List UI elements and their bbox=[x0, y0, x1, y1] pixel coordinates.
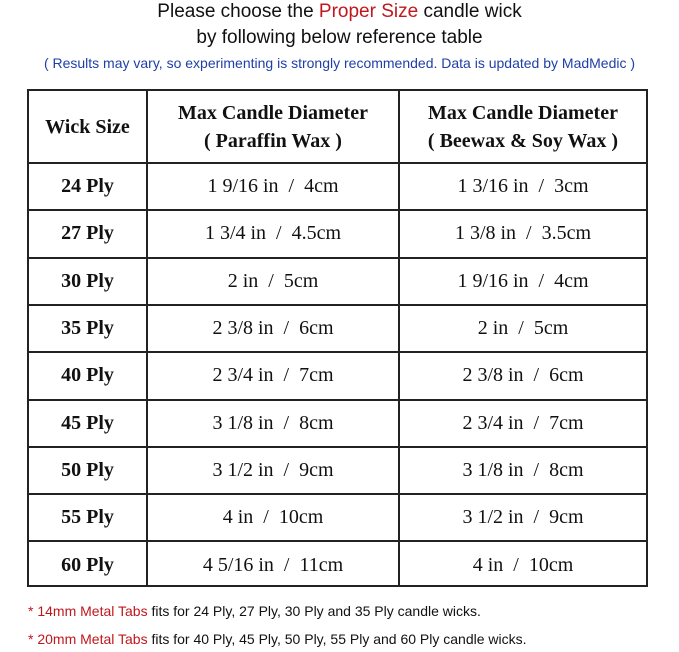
wick-size-table bbox=[27, 89, 648, 587]
row-divider bbox=[29, 351, 646, 353]
row-divider bbox=[29, 540, 646, 542]
header-label: Max Candle Diameter bbox=[178, 101, 368, 124]
paraffin-diameter-cell: 2 3/8 in / 6cm bbox=[212, 317, 334, 340]
row-divider bbox=[29, 304, 646, 306]
wick-size-cell: 30 Ply bbox=[61, 269, 114, 292]
soy-diameter-cell: 1 9/16 in / 4cm bbox=[457, 269, 589, 292]
wick-size-cell: 24 Ply bbox=[61, 175, 114, 198]
wick-size-cell: 27 Ply bbox=[61, 222, 114, 245]
header-sublabel: ( Paraffin Wax ) bbox=[204, 129, 342, 152]
soy-diameter-cell: 1 3/8 in / 3.5cm bbox=[454, 222, 592, 245]
row-divider bbox=[29, 209, 646, 211]
wick-size-cell: 40 Ply bbox=[61, 364, 114, 387]
title-prefix: Please choose the bbox=[157, 1, 319, 22]
row-divider bbox=[29, 257, 646, 259]
paraffin-diameter-cell: 3 1/2 in / 9cm bbox=[212, 458, 334, 481]
row-divider bbox=[29, 446, 646, 448]
row-divider bbox=[29, 162, 646, 164]
footnote-emphasis: 14mm Metal Tabs bbox=[37, 603, 148, 619]
soy-diameter-cell: 2 in / 5cm bbox=[477, 317, 569, 340]
wick-size-cell: 55 Ply bbox=[61, 506, 114, 529]
header-label: Wick Size bbox=[45, 115, 130, 138]
page-title bbox=[0, 0, 679, 24]
wick-size-cell: 60 Ply bbox=[61, 553, 114, 576]
disclaimer-note: ( Results may vary, so experimenting is strongly recommended. Data is updated by MadMedic ) bbox=[43, 55, 636, 71]
paraffin-diameter-cell: 3 1/8 in / 8cm bbox=[212, 411, 334, 434]
footnote-emphasis: 20mm Metal Tabs bbox=[37, 631, 148, 647]
title-suffix: candle wick bbox=[418, 1, 522, 22]
footnote bbox=[28, 631, 527, 647]
wick-size-cell: 50 Ply bbox=[61, 458, 114, 481]
page-subtitle: by following below reference table bbox=[196, 27, 483, 48]
header-sublabel: ( Beewax & Soy Wax ) bbox=[427, 129, 619, 152]
footnote-text: fits for 24 Ply, 27 Ply, 30 Ply and 35 Ply candle wicks. bbox=[147, 603, 481, 619]
wick-size-cell: 35 Ply bbox=[61, 317, 114, 340]
paraffin-diameter-cell: 2 in / 5cm bbox=[227, 269, 319, 292]
header-paraffin bbox=[148, 91, 398, 162]
header-soy bbox=[400, 91, 646, 162]
paraffin-diameter-cell: 4 in / 10cm bbox=[222, 506, 324, 529]
soy-diameter-cell: 3 1/8 in / 8cm bbox=[462, 458, 584, 481]
header-label: Max Candle Diameter bbox=[428, 101, 618, 124]
paraffin-diameter-cell: 4 5/16 in / 11cm bbox=[202, 553, 344, 576]
title-emphasis: Proper Size bbox=[318, 1, 419, 22]
header-wick-size bbox=[29, 91, 146, 162]
paraffin-diameter-cell: 2 3/4 in / 7cm bbox=[212, 364, 334, 387]
row-divider bbox=[29, 493, 646, 495]
paraffin-diameter-cell: 1 9/16 in / 4cm bbox=[207, 175, 339, 198]
footnote bbox=[28, 603, 481, 619]
soy-diameter-cell: 3 1/2 in / 9cm bbox=[462, 506, 584, 529]
paraffin-diameter-cell: 1 3/4 in / 4.5cm bbox=[204, 222, 342, 245]
soy-diameter-cell: 2 3/4 in / 7cm bbox=[462, 411, 584, 434]
footnote-star: * bbox=[28, 603, 38, 619]
wick-size-cell: 45 Ply bbox=[61, 411, 114, 434]
soy-diameter-cell: 4 in / 10cm bbox=[472, 553, 574, 576]
row-divider bbox=[29, 399, 646, 401]
soy-diameter-cell: 1 3/16 in / 3cm bbox=[457, 175, 589, 198]
soy-diameter-cell: 2 3/8 in / 6cm bbox=[462, 364, 584, 387]
footnote-star: * bbox=[28, 631, 38, 647]
footnote-text: fits for 40 Ply, 45 Ply, 50 Ply, 55 Ply and 60 Ply candle wicks. bbox=[147, 631, 527, 647]
